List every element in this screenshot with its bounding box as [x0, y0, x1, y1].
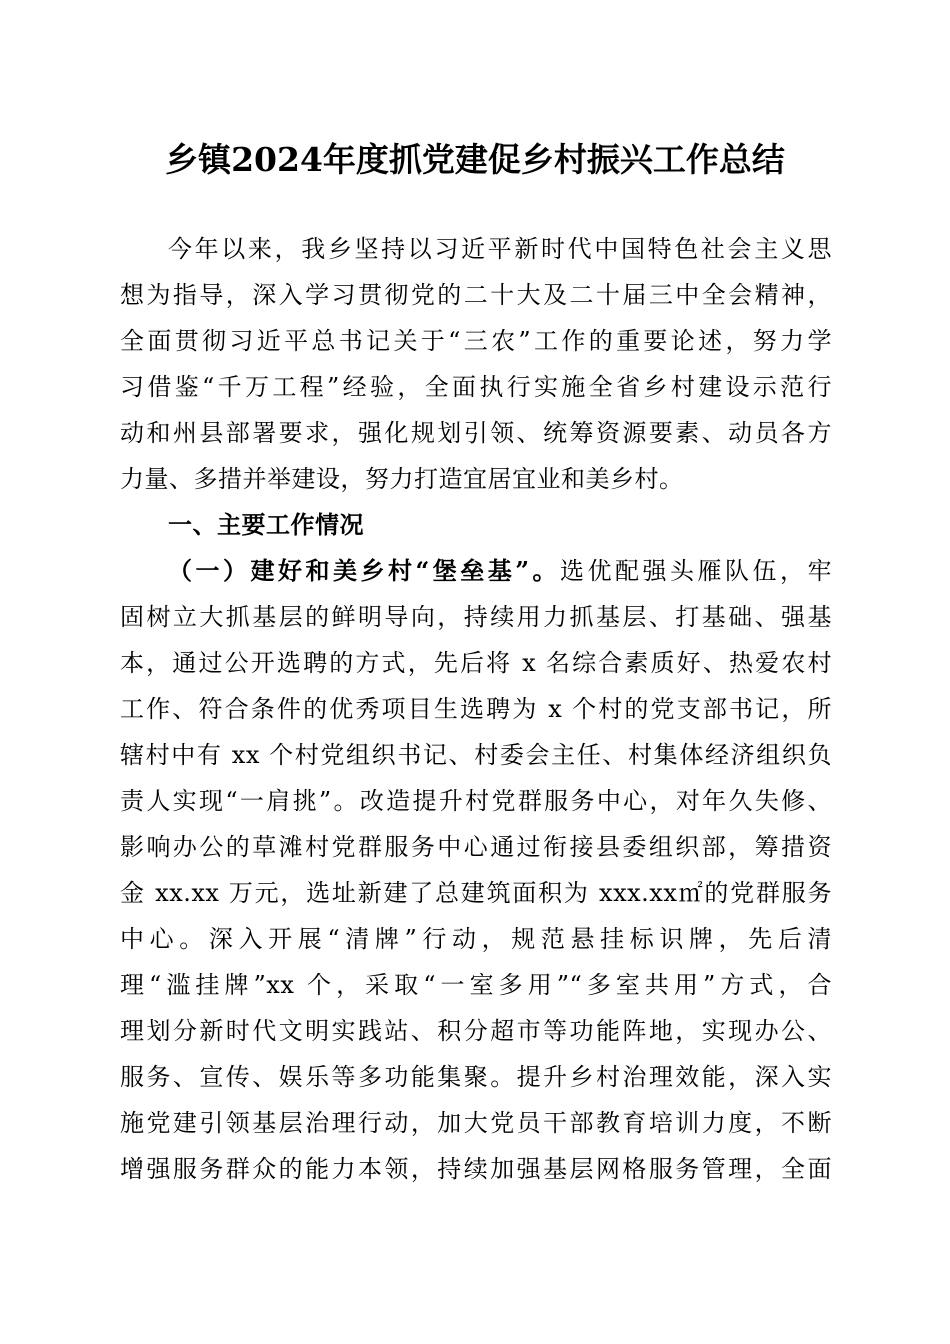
intro-line: 习借鉴“千万工程”经验，全面执行实施全省乡村建设示范行	[120, 373, 832, 401]
subsection-line: 理“滥挂牌”xx 个，采取“一室多用”“多室共用”方式，合	[120, 971, 832, 999]
subsection-line: 增强服务群众的能力本领，持续加强基层网格服务管理，全面	[120, 1155, 832, 1183]
subsection-line: 施党建引领基层治理行动，加大党员干部教育培训力度，不断	[120, 1109, 832, 1137]
document-title: 乡镇2024年度抓党建促乡村振兴工作总结	[165, 140, 785, 179]
intro-line: 全面贯彻习近平总书记关于“三农”工作的重要论述，努力学	[120, 327, 832, 355]
subsection-line: 理划分新时代文明实践站、积分超市等功能阵地，实现办公、	[120, 1017, 832, 1045]
intro-paragraph	[120, 226, 832, 502]
subsection-first-line	[120, 548, 832, 594]
intro-line: 力量、多措并举建设，努力打造宜居宜业和美乡村。	[120, 465, 684, 493]
subsection-line: 工作、符合条件的优秀项目生选聘为 x 个村的党支部书记，所	[120, 695, 832, 723]
intro-line: 想为指导，深入学习贯彻党的二十大及二十届三中全会精神，	[120, 281, 832, 309]
intro-line: 动和州县部署要求，强化规划引领、统筹资源要素、动员各方	[120, 419, 832, 447]
subsection-line: 责人实现“一肩挑”。改造提升村党群服务中心，对年久失修、	[120, 787, 832, 815]
section-heading: 一、主要工作情况	[168, 511, 364, 539]
subsection-line: 中心。深入开展“清牌”行动，规范悬挂标识牌，先后清	[120, 925, 832, 953]
subsection-line: 本，通过公开选聘的方式，先后将 x 名综合素质好、热爱农村	[120, 649, 832, 677]
subsection-paragraph	[120, 548, 832, 1192]
subsection-line: 影响办公的草滩村党群服务中心通过衔接县委组织部，筹措资	[120, 833, 832, 861]
subsection-line: 金 xx.xx 万元，选址新建了总建筑面积为 xxx.xx㎡的党群服务	[120, 879, 832, 907]
subsection-line: 服务、宣传、娱乐等多功能集聚。提升乡村治理效能，深入实	[120, 1063, 832, 1091]
document-body	[120, 226, 832, 1192]
subsection-line: 辖村中有 xx 个村党组织书记、村委会主任、村集体经济组织负	[120, 741, 832, 769]
subsection-first-line-rest: 选优配强头雁队伍，牢	[560, 557, 833, 585]
subsection-line: 固树立大抓基层的鲜明导向，持续用力抓基层、打基础、强基	[120, 603, 832, 631]
subsection-heading: （一）建好和美乡村“堡垒基”。	[168, 556, 561, 585]
intro-line: 今年以来，我乡坚持以习近平新时代中国特色社会主义思	[168, 235, 832, 263]
